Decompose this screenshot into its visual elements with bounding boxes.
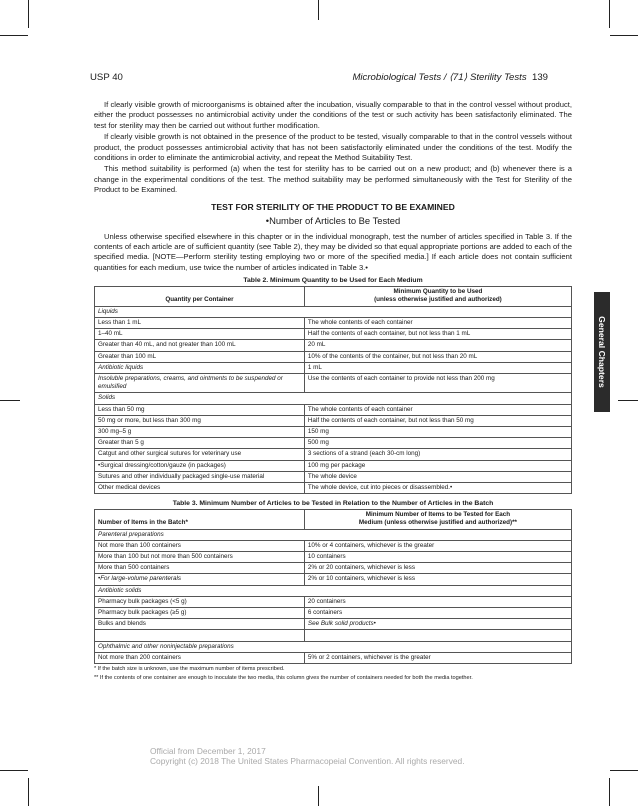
table-row [95, 540, 572, 551]
table-row [95, 529, 572, 540]
table-section-label: Parenteral preparations [95, 529, 572, 540]
table2-col2-line2: (unless otherwise justified and authorized) [374, 296, 502, 304]
table-row [95, 393, 572, 404]
table3-title: Table 3. Minimum Number of Articles to be Tested in Relation to the Number of Articles in the Batch [172, 500, 494, 508]
crop-mark [318, 0, 319, 20]
section-subtitle: •Number of Articles to Be Tested [265, 214, 401, 226]
table3-col2-line2: Medium (unless otherwise justified and authorized)** [358, 519, 518, 527]
table-cell: 2% or 10 containers, whichever is less [304, 574, 571, 585]
table-row [95, 482, 572, 493]
table-cell: Half the contents of each container, but not less than 1 mL [304, 329, 571, 340]
table3-footnote: * If the batch size is unknown, use the maximum number of items prescribed. [94, 665, 285, 672]
header-right [352, 72, 548, 83]
table-cell: Less than 1 mL [95, 317, 305, 328]
table-cell: Less than 50 mg [95, 404, 305, 415]
header-left: USP 40 [90, 72, 123, 83]
table3-footnote: ** If the contents of one container are enough to inoculate the two media, this column gives the number of containers needed for both the media together. [94, 674, 473, 681]
table-cell: 10 containers [304, 551, 571, 562]
table-cell: Bulks and blends [95, 619, 305, 630]
table-cell: •For large-volume parenterals [95, 574, 305, 585]
table-cell: 10% of the contents of the container, but not less than 20 mL [304, 351, 571, 362]
footer-official: Official from December 1, 2017 [150, 746, 266, 756]
table3-col2-header [304, 510, 571, 529]
table-row [95, 471, 572, 482]
table-cell: More than 500 containers [95, 563, 305, 574]
table-row [95, 630, 572, 641]
table-cell: Catgut and other surgical sutures for veterinary use [95, 449, 305, 460]
page-body [94, 100, 572, 682]
crop-mark [318, 786, 319, 806]
table-cell: The whole device, cut into pieces or disassembled.• [304, 482, 571, 493]
table-cell [304, 630, 571, 641]
footer-copyright: Copyright (c) 2018 The United States Pharmacopeial Convention. All rights reserved. [150, 756, 465, 766]
table-row [95, 362, 572, 373]
table-row [95, 460, 572, 471]
table-section-label: Antibiotic solids [95, 585, 572, 596]
table-row [95, 329, 572, 340]
section-paragraph: Unless otherwise specified elsewhere in this chapter or in the individual monograph, test the number of articles specified in Table 3. If the contents of each article are of sufficient quantity (see Table 2), they may be divided so that equal appropriate portions are added to each of the specified media. [NOTE—Perform sterility testing employing two or more of the specified media.] If each article does not contain sufficient quantities for each medium, use twice the number of articles indicated in Table 3.• [94, 231, 572, 272]
table-row [95, 373, 572, 392]
table-cell: 6 containers [304, 607, 571, 618]
table-cell: 10% or 4 containers, whichever is the greater [304, 540, 571, 551]
table-row [95, 351, 572, 362]
crop-mark [609, 778, 610, 806]
paragraph: This method suitability is performed (a) when the test for sterility has to be carried out on a new product; and (b) whenever there is a change in the experimental conditions of the test. The method suitability may be performed simultaneously with the Test for Sterility of the Product to be Examined. [94, 164, 572, 195]
table-cell: 1–40 mL [95, 329, 305, 340]
table-section-label: Solids [95, 393, 572, 404]
table-cell: Greater than 40 mL, and not greater than 100 mL [95, 340, 305, 351]
crop-mark [609, 0, 610, 28]
table-row [95, 641, 572, 652]
table-cell: 20 containers [304, 596, 571, 607]
table3 [94, 509, 572, 664]
table-cell: Use the contents of each container to provide not less than 200 mg [304, 373, 571, 392]
crop-mark [28, 0, 29, 28]
table2 [94, 286, 572, 494]
paragraph: If clearly visible growth of microorganisms is obtained after the incubation, visually comparable to that in the control vessel without product, either the product possesses no antimicrobial activity under the conditions of the test or such activity has been satisfactorily eliminated. The test for sterility may then be carried out without further modification. [94, 100, 572, 130]
crop-mark [618, 400, 638, 401]
crop-mark [0, 400, 20, 401]
table-cell: 300 mg–5 g [95, 426, 305, 437]
table-cell: The whole contents of each container [304, 404, 571, 415]
table-cell: 20 mL [304, 340, 571, 351]
table-cell: Antibiotic liquids [95, 362, 305, 373]
table-cell: Half the contents of each container, but not less than 50 mg [304, 415, 571, 426]
table-row [95, 449, 572, 460]
header-chapter: Microbiological Tests / ⟨71⟩ Sterility Tests [352, 72, 527, 83]
table-row [95, 619, 572, 630]
table-cell: Sutures and other individually packaged single-use material [95, 471, 305, 482]
table-row [95, 551, 572, 562]
table-cell: See Bulk solid products• [304, 619, 571, 630]
table-cell: •Surgical dressing/cotton/gauze (in packages) [95, 460, 305, 471]
table-row [95, 607, 572, 618]
table-row [95, 340, 572, 351]
table-cell: Greater than 100 mL [95, 351, 305, 362]
page-number: 139 [531, 72, 548, 83]
table-cell: 500 mg [304, 438, 571, 449]
table-row [95, 563, 572, 574]
side-tab-label: General Chapters [597, 316, 607, 388]
table2-col1-header: Quantity per Container [95, 287, 305, 306]
table-cell: 5% or 2 containers, whichever is the greater [304, 652, 571, 663]
table-cell: Not more than 200 containers [95, 652, 305, 663]
table-cell: The whole contents of each container [304, 317, 571, 328]
table-cell: Pharmacy bulk packages (≥5 g) [95, 607, 305, 618]
table-section-label: Liquids [95, 306, 572, 317]
table3-col1-header: Number of Items in the Batch* [95, 510, 305, 529]
section-title: TEST FOR STERILITY OF THE PRODUCT TO BE EXAMINED [211, 201, 455, 212]
table-cell: Insoluble preparations, creams, and ointments to be suspended or emulsified [95, 373, 305, 392]
table3-col2-line1: Minimum Number of Items to be Tested for Each [365, 511, 511, 519]
crop-mark [610, 35, 638, 36]
table-cell: Greater than 5 g [95, 438, 305, 449]
table-cell [95, 630, 305, 641]
paragraph: If clearly visible growth is not obtained in the presence of the product to be tested, visually comparable to that in the control vessels without product, the product possesses antimicrobial activity that has not been satisfactorily eliminated under the conditions of the test. Modify the conditions in order to eliminate the antimicrobial activity, and repeat the Method Suitability Test. [94, 132, 572, 163]
table-section-label: Ophthalmic and other noninjectable preparations [95, 641, 572, 652]
table-row [95, 574, 572, 585]
table-cell: 3 sections of a strand (each 30-cm long) [304, 449, 571, 460]
table-cell: 150 mg [304, 426, 571, 437]
table2-title: Table 2. Minimum Quantity to be Used for Each Medium [243, 277, 423, 285]
table-cell: 100 mg per package [304, 460, 571, 471]
watermark-footer [150, 746, 465, 766]
table-row [95, 426, 572, 437]
table-row [95, 317, 572, 328]
table2-col2-line1: Minimum Quantity to be Used [393, 288, 483, 296]
crop-mark [0, 770, 28, 771]
table2-col2-header [304, 287, 571, 306]
table-row [95, 415, 572, 426]
table-cell: 1 mL [304, 362, 571, 373]
table-cell: Not more than 100 containers [95, 540, 305, 551]
table-row [95, 652, 572, 663]
table-cell: The whole device [304, 471, 571, 482]
crop-mark [610, 770, 638, 771]
table-cell: Other medical devices [95, 482, 305, 493]
table-row [95, 404, 572, 415]
table-cell: 50 mg or more, but less than 300 mg [95, 415, 305, 426]
side-tab [594, 292, 610, 412]
crop-mark [0, 35, 28, 36]
crop-mark [28, 778, 29, 806]
table-cell: Pharmacy bulk packages (<5 g) [95, 596, 305, 607]
table-row [95, 438, 572, 449]
table-cell: 2% or 20 containers, whichever is less [304, 563, 571, 574]
table-row [95, 585, 572, 596]
table-cell: More than 100 but not more than 500 containers [95, 551, 305, 562]
table-row [95, 596, 572, 607]
table-row [95, 306, 572, 317]
